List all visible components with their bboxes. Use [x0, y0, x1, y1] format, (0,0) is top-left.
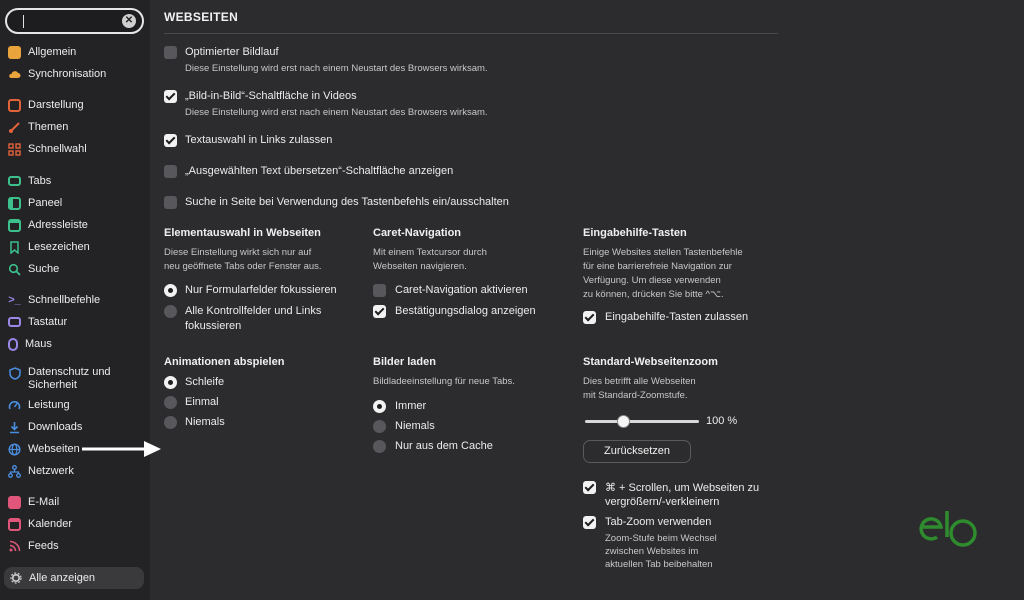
sidebar-item-datenschutz[interactable]: Datenschutz und Sicherheit [8, 366, 128, 394]
sidebar-item-suche[interactable]: Suche [8, 259, 59, 279]
radio-label: Schleife [185, 376, 225, 388]
mail-icon [8, 496, 21, 509]
radio-label: Nur aus dem Cache [395, 440, 493, 452]
section-heading: Eingabehilfe-Tasten [583, 227, 687, 239]
settings-content [150, 0, 1024, 600]
search-input[interactable] [5, 8, 144, 34]
access-keys-checkbox[interactable] [583, 311, 596, 324]
option-label: „Ausgewählten Text übersetzen“-Schaltfläche anzeigen [185, 165, 454, 177]
show-all-button[interactable]: Alle anzeigen [4, 567, 144, 589]
option-label: Suche in Seite bei Verwendung des Tastenbefehls ein/ausschalten [185, 196, 509, 208]
network-icon [8, 465, 21, 478]
section-desc: Diese Einstellung wirkt sich nur auf [164, 247, 312, 258]
sidebar-item-paneel[interactable]: Paneel [8, 193, 62, 213]
cloud-icon [8, 68, 21, 81]
zoom-slider-track[interactable] [585, 420, 699, 423]
option-note: Diese Einstellung wird erst nach einem Neustart des Browsers wirksam. [185, 63, 488, 74]
sidebar-item-webseiten[interactable]: Webseiten [8, 439, 80, 459]
sidebar-item-maus[interactable]: Maus [8, 334, 52, 354]
cmd-scroll-zoom-checkbox[interactable] [583, 481, 596, 494]
images-never-radio[interactable] [373, 420, 386, 433]
keyboard-icon [8, 317, 21, 327]
animation-loop-radio[interactable] [164, 376, 177, 389]
sidebar-item-synchronisation[interactable]: Synchronisation [8, 64, 106, 84]
zoom-slider-handle[interactable] [617, 415, 630, 428]
section-desc: Webseiten navigieren. [373, 261, 467, 272]
caret-navigation-checkbox[interactable] [373, 284, 386, 297]
speed-dial-icon [8, 143, 21, 156]
calendar-icon [8, 518, 21, 531]
option-label: Textauswahl in Links zulassen [185, 134, 333, 146]
section-desc: Bildladeeinstellung für neue Tabs. [373, 376, 515, 387]
radio-label: Immer [395, 400, 427, 412]
section-desc: neu geöffnete Tabs oder Fenster aus. [164, 261, 322, 272]
watermark-logo-icon [917, 507, 983, 549]
title-divider [164, 33, 778, 34]
radio-label: Einmal [185, 396, 219, 408]
tabs-icon [8, 176, 21, 186]
all-controls-radio[interactable] [164, 305, 177, 318]
sidebar-item-schnellbefehle[interactable]: >_ Schnellbefehle [8, 293, 101, 306]
annotation-arrow-icon [82, 440, 162, 458]
find-in-page-toggle-checkbox[interactable] [164, 196, 177, 209]
radio-label: Nur Formularfelder fokussieren [185, 284, 337, 296]
shield-icon [8, 367, 21, 380]
translate-button-checkbox[interactable] [164, 165, 177, 178]
section-desc: Verfügung. Um diese verwenden [583, 275, 721, 286]
checkbox-label: Tab-Zoom verwenden [605, 516, 712, 528]
quick-commands-icon: >_ [8, 294, 21, 306]
page-title: WEBSEITEN [164, 10, 239, 24]
images-always-radio[interactable] [373, 400, 386, 413]
panel-icon [8, 197, 21, 210]
section-desc: mit Standard-Zoomstufe. [583, 390, 688, 401]
vivaldi-logo-icon [8, 46, 21, 59]
bookmark-icon [8, 241, 21, 254]
animation-never-radio[interactable] [164, 416, 177, 429]
option-note: aktuellen Tab beibehalten [605, 559, 713, 570]
checkbox-label: Caret-Navigation aktivieren [395, 284, 528, 296]
sidebar-item-themen[interactable]: Themen [8, 117, 68, 137]
feed-icon [8, 540, 21, 553]
clear-search-icon[interactable]: ✕ [122, 14, 136, 28]
sidebar-item-email[interactable]: E-Mail [8, 492, 59, 512]
sidebar-item-schnellwahl[interactable]: Schnellwahl [8, 139, 87, 159]
section-heading: Elementauswahl in Webseiten [164, 227, 321, 239]
radio-label: Alle Kontrollfelder und Links [185, 305, 322, 317]
sidebar-item-kalender[interactable]: Kalender [8, 514, 72, 534]
pip-button-checkbox[interactable] [164, 90, 177, 103]
images-cache-radio[interactable] [373, 440, 386, 453]
section-desc: zu können, drücken Sie bitte ^⌥. [583, 289, 724, 300]
radio-label: Niemals [185, 416, 225, 428]
checkbox-label: Eingabehilfe-Tasten zulassen [605, 311, 749, 323]
option-note: Diese Einstellung wird erst nach einem Neustart des Browsers wirksam. [185, 107, 488, 118]
mouse-icon [8, 338, 18, 351]
section-desc: Einige Websites stellen Tastenbefehle [583, 247, 743, 258]
section-heading: Bilder laden [373, 356, 436, 368]
tab-zoom-checkbox[interactable] [583, 516, 596, 529]
option-label: Optimierter Bildlauf [185, 46, 279, 58]
globe-icon [8, 443, 21, 456]
sidebar-item-adressleiste[interactable]: Adressleiste [8, 215, 88, 235]
sidebar-item-tabs[interactable]: Tabs [8, 171, 51, 191]
checkbox-label: vergrößern/-verkleinern [605, 496, 720, 508]
sidebar-item-allgemein[interactable]: Allgemein [8, 42, 76, 62]
sidebar-item-feeds[interactable]: Feeds [8, 536, 59, 556]
form-fields-only-radio[interactable] [164, 284, 177, 297]
checkbox-label: Bestätigungsdialog anzeigen [395, 305, 536, 317]
download-icon [8, 421, 21, 434]
checkbox-label: ⌘ + Scrollen, um Webseiten zu [605, 482, 760, 494]
confirm-dialog-checkbox[interactable] [373, 305, 386, 318]
option-label: „Bild-in-Bild“-Schaltfläche in Videos [185, 90, 357, 102]
zoom-value: 100 % [706, 415, 738, 427]
section-heading: Animationen abspielen [164, 356, 285, 368]
sidebar-item-downloads[interactable]: Downloads [8, 417, 82, 437]
appearance-icon [8, 99, 21, 112]
sidebar-item-netzwerk[interactable]: Netzwerk [8, 461, 74, 481]
search-icon [8, 263, 21, 276]
sidebar-item-leistung[interactable]: Leistung [8, 395, 70, 415]
section-desc: Mit einem Textcursor durch [373, 247, 487, 258]
radio-label: Niemals [395, 420, 435, 432]
animation-once-radio[interactable] [164, 396, 177, 409]
gear-icon [9, 572, 22, 585]
option-note: zwischen Websites im [605, 546, 699, 557]
text-selection-links-checkbox[interactable] [164, 134, 177, 147]
sidebar-item-tastatur[interactable]: Tastatur [8, 312, 67, 332]
radio-label: fokussieren [185, 320, 242, 332]
sidebar-item-lesezeichen[interactable]: Lesezeichen [8, 237, 90, 257]
address-bar-icon [8, 219, 21, 232]
brush-icon [8, 121, 21, 134]
section-desc: für eine barrierefreie Navigation zur [583, 261, 732, 272]
section-heading: Standard-Webseitenzoom [583, 356, 718, 368]
section-desc: Dies betrifft alle Webseiten [583, 376, 696, 387]
gauge-icon [8, 399, 21, 412]
section-heading: Caret-Navigation [373, 227, 462, 239]
text-cursor [23, 15, 24, 28]
settings-sidebar [0, 0, 150, 600]
sidebar-item-darstellung[interactable]: Darstellung [8, 95, 84, 115]
optimized-scroll-checkbox[interactable] [164, 46, 177, 59]
reset-zoom-button[interactable]: Zurücksetzen [583, 440, 691, 463]
option-note: Zoom-Stufe beim Wechsel [605, 533, 717, 544]
